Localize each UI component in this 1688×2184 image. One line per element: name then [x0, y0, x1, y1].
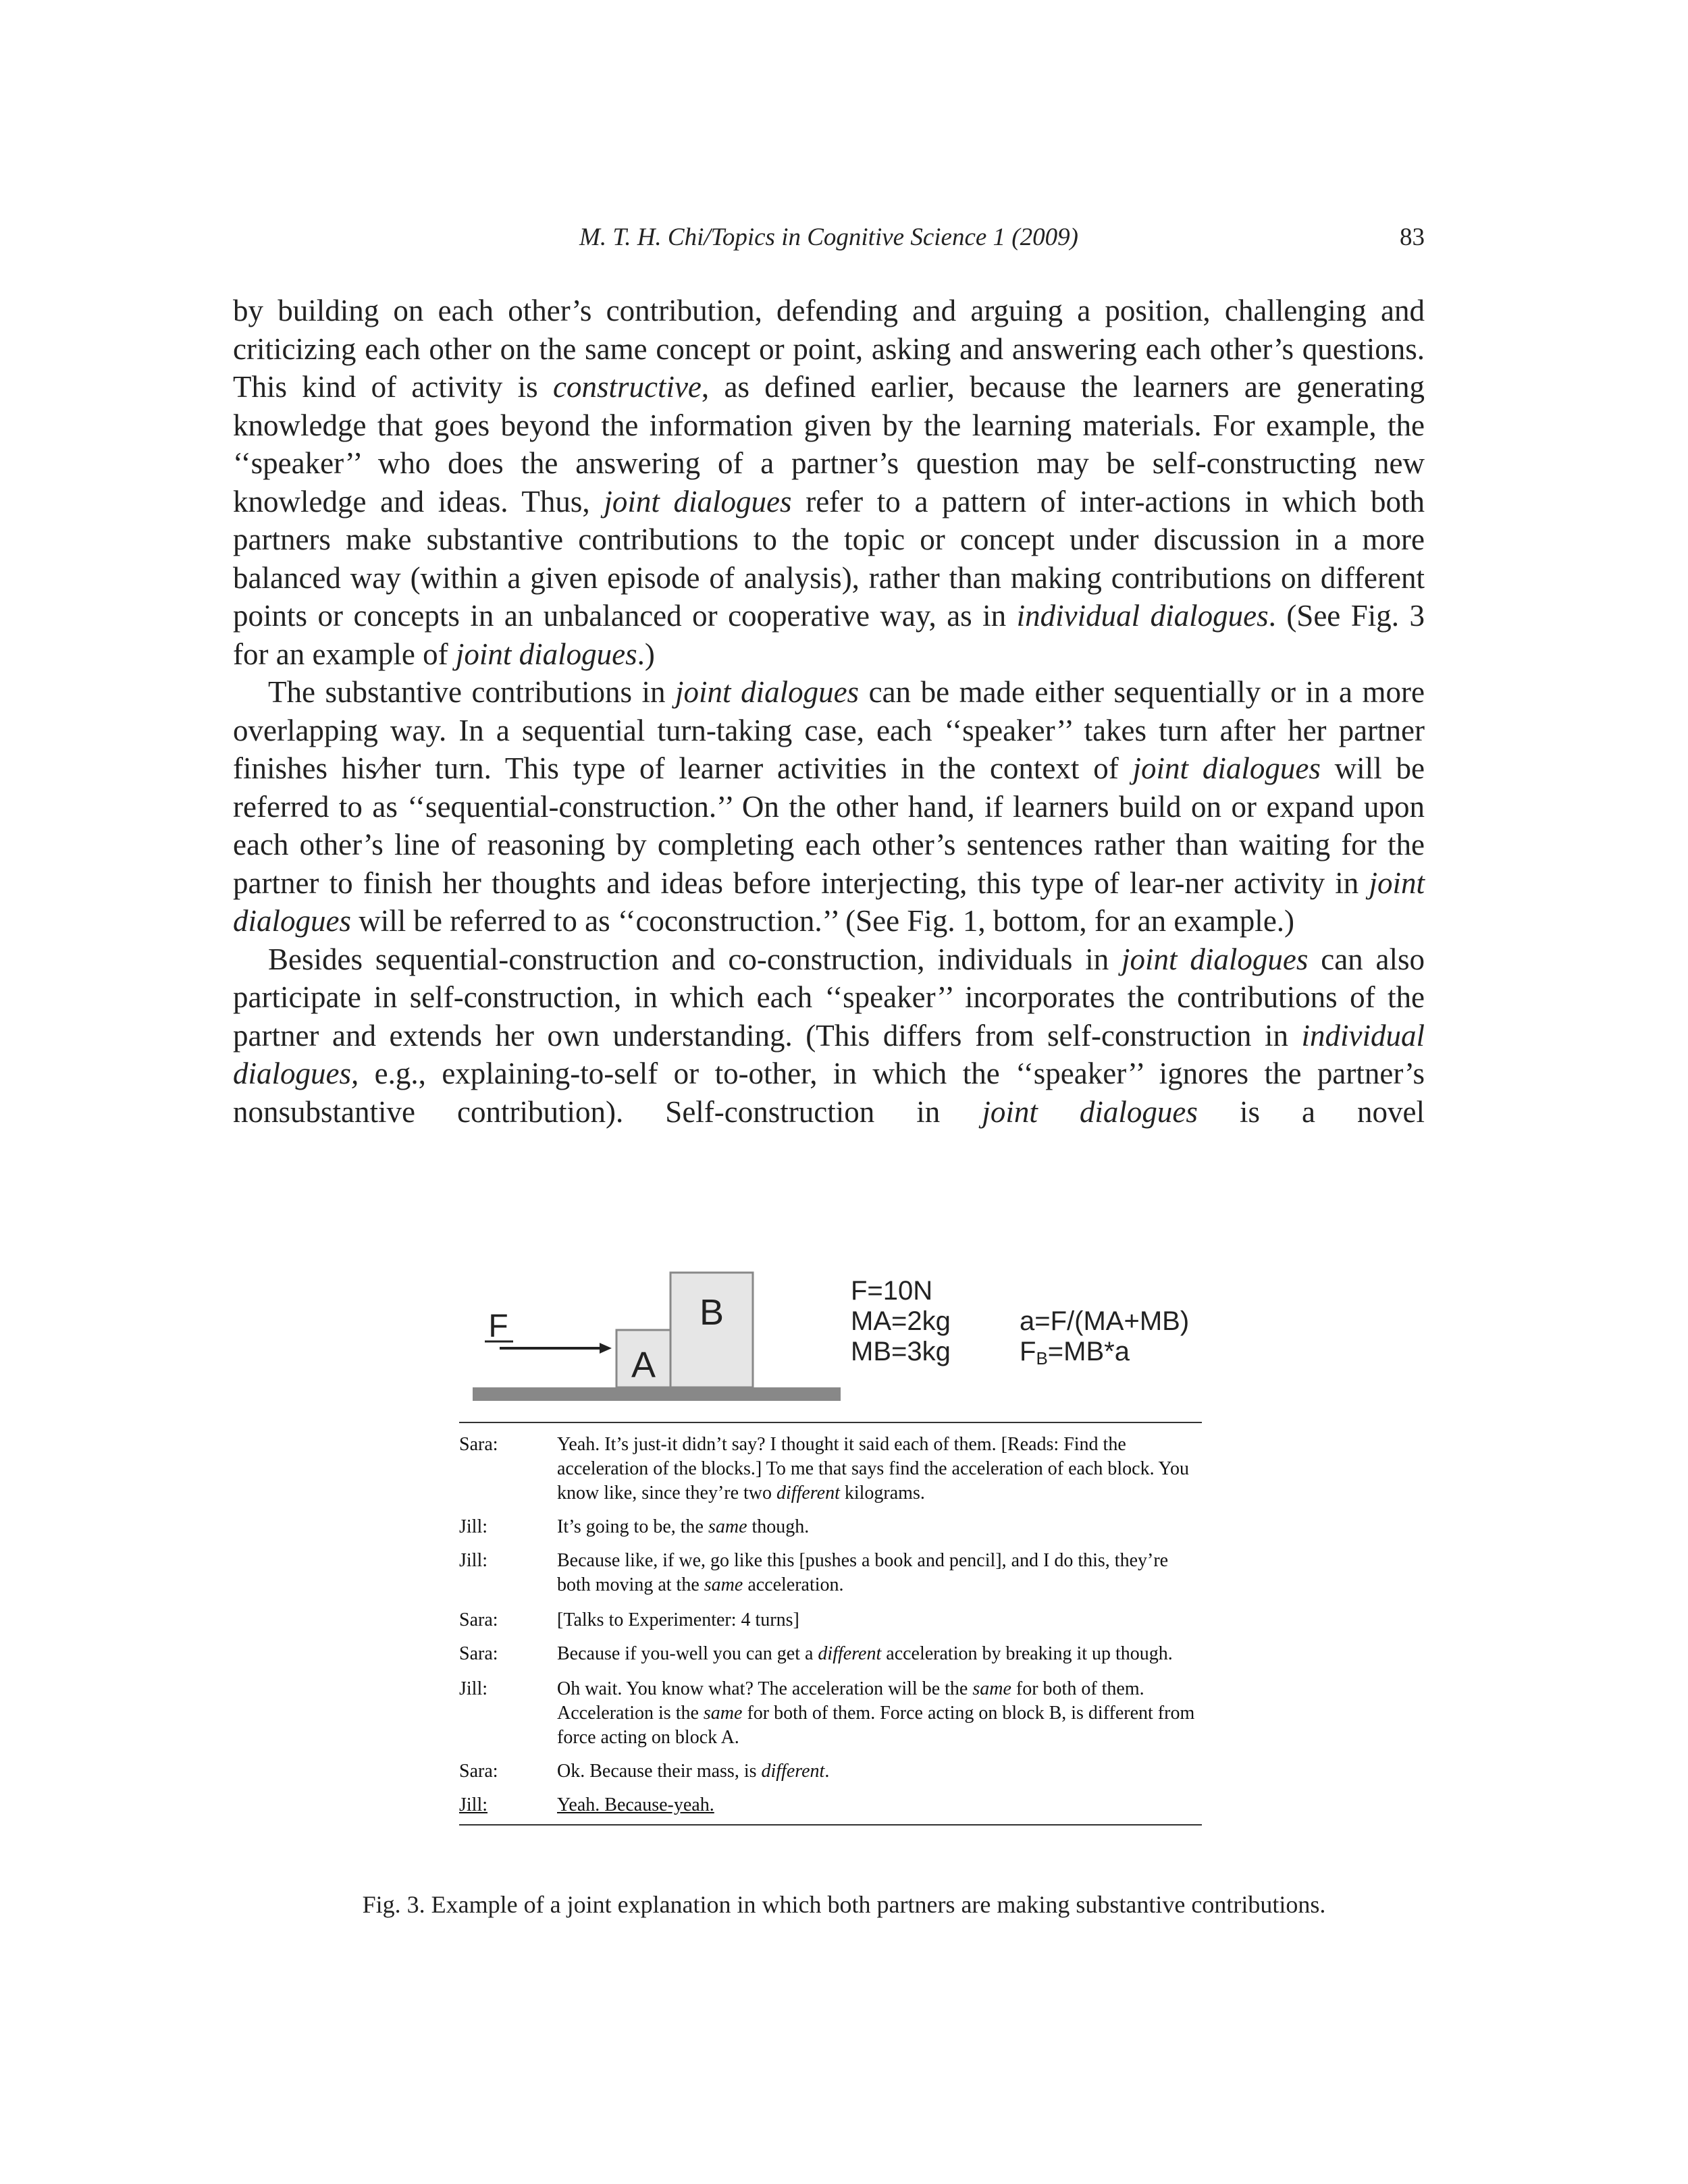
text-run: e.g., explaining-to-self or to-other, in which the ‘‘speaker’’ ignores the partner’s nonsubstantive contribution). Self-construction in [233, 1057, 1425, 1129]
force-label: F [488, 1308, 508, 1344]
text-run: for both of them. Force acting on block B, is different from force acting on block A. [557, 1703, 1195, 1748]
text-run: refer to a pattern of inter-actions in which both partners make substantive contributions to the topic or concept under discussion in a more balanced way (within a given episode of analysis), rather than making contributions on different points or concepts in an unbalanced or cooperative way, as in [233, 484, 1425, 633]
body-text [233, 292, 1425, 1131]
figure-caption: Fig. 3. Example of a joint explanation in which both partners are making substantive contributions. [362, 1891, 1326, 1918]
text-run: It’s going to be, the [557, 1516, 708, 1537]
transcript-turn [459, 1433, 1202, 1506]
emphasis: joint dialogues [1122, 942, 1309, 976]
text-run: Oh wait. You know what? The acceleration will be the [557, 1678, 973, 1699]
speaker-name: Jill: [459, 1550, 488, 1571]
ground-surface [473, 1387, 841, 1401]
emphasis: joint dialogues [604, 484, 792, 518]
speaker-name: Jill: [459, 1678, 488, 1699]
text-run: [Talks to Experimenter: 4 turns] [557, 1609, 799, 1630]
speaker-name: Jill: [459, 1516, 488, 1537]
speaker-name: Sara: [459, 1643, 498, 1664]
emphasis: constructive [552, 370, 702, 404]
transcript-turn [459, 1793, 1202, 1817]
emphasis: individual dialogues [1016, 599, 1269, 633]
transcript-turn [459, 1515, 1202, 1539]
emphasis: joint dialogues [455, 637, 637, 671]
text-run: Yeah. It’s just-it didn’t say? I thought it said each of them. [Reads: Find the acceleration of the blocks.] To me that says find the acceleration of each block. You know like, since they’re two [557, 1434, 1189, 1503]
paragraph-1 [233, 292, 1425, 673]
emphasis: same [704, 1574, 743, 1595]
acceleration-formula: a=F/(MA+MB) [1020, 1306, 1190, 1336]
transcript-turn [459, 1608, 1202, 1632]
block-a-label: A [631, 1345, 656, 1385]
utterance [557, 1759, 1202, 1784]
text-run: though. [747, 1516, 810, 1537]
text-run: .) [637, 637, 655, 671]
paragraph-3 [233, 940, 1425, 1131]
text-run: can also participate in self-construction, in which each ‘‘speaker’’ incorporates the contributions of the partner and extends her own understanding. (This differs from self-construction in [233, 942, 1425, 1053]
emphasis: different [818, 1643, 882, 1664]
speaker-name: Sara: [459, 1761, 498, 1782]
speaker-name: Jill: [459, 1794, 488, 1815]
running-title: M. T. H. Chi/Topics in Cognitive Science 1 (2009) [579, 223, 1078, 251]
text-run: Ok. Because their mass, is [557, 1761, 762, 1782]
emphasis: different [761, 1761, 825, 1782]
emphasis: different [776, 1483, 840, 1503]
utterance [557, 1642, 1202, 1666]
text-run: , as defined earlier, because the learners are generating knowledge that goes beyond the information given by the learning materials. For example, the ‘‘speaker’’ who does the answering of a partner’s question may be self-constructing new knowledge and ideas. Thus, [233, 370, 1425, 518]
utterance [557, 1608, 1202, 1632]
text-run: can be made either sequentially or in a more overlapping way. In a sequential turn-taking case, each ‘‘speaker’’ takes turn after her partner finishes his⁄her turn. This type of learner activities in the context of [233, 675, 1425, 785]
text-run: . (See Fig. 3 for an example of [233, 599, 1425, 671]
transcript-turn [459, 1642, 1202, 1666]
given-force: F=10N [851, 1276, 933, 1306]
text-run: will be referred to as ‘‘sequential-construction.’’ On the other hand, if learners build on or expand upon each other’s line of reasoning by completing each other’s sentences rather than waiting for the partner to finish her thoughts and ideas before interjecting, this type of lear-ner activity in [233, 751, 1425, 900]
emphasis: same [972, 1678, 1011, 1699]
text-run: kilograms. [839, 1483, 925, 1503]
force-b-formula [1020, 1337, 1130, 1368]
given-mass-a: MA=2kg [851, 1306, 951, 1336]
page-number: 83 [1400, 223, 1425, 251]
text-run: is a novel [1197, 1094, 1425, 1129]
given-mass-b: MB=3kg [851, 1337, 951, 1366]
dialogue-transcript [459, 1422, 1202, 1826]
force-b-expression: =MB*a [1047, 1337, 1130, 1366]
block-b-label: B [699, 1292, 724, 1333]
text-run: by building on each other’s contribution, defending and arguing a position, challenging and criticizing each other on the same concept or point, asking and answering each other’s questions. This kind of activity is [233, 294, 1425, 404]
force-b-symbol: F [1020, 1337, 1036, 1366]
speaker-name: Sara: [459, 1609, 498, 1630]
utterance [557, 1793, 1202, 1817]
text-run: Because like, if we, go like this [pushes a book and pencil], and I do this, they’re both moving at the [557, 1550, 1169, 1595]
emphasis: joint dialogues [1132, 751, 1321, 785]
text-run: will be referred to as ‘‘coconstruction.’’ (See Fig. 1, bottom, for an example.) [351, 904, 1295, 938]
transcript-turn [459, 1549, 1202, 1597]
running-head [233, 223, 1425, 255]
utterance [557, 1515, 1202, 1539]
text-run: Besides sequential-construction and co-construction, individuals in [268, 942, 1122, 976]
transcript-turn [459, 1759, 1202, 1784]
paragraph-2 [233, 673, 1425, 940]
utterance [557, 1433, 1202, 1506]
transcript-turn [459, 1677, 1202, 1750]
emphasis: same [703, 1703, 743, 1724]
emphasis: individual dialogues, [233, 1018, 1425, 1090]
text-run: Yeah. Because-yeah. [557, 1794, 714, 1815]
text-run: Because if you-well you can get a [557, 1643, 818, 1664]
text-run: The substantive contributions in [268, 675, 676, 709]
text-run: acceleration by breaking it up though. [881, 1643, 1173, 1664]
force-b-subscript: B [1036, 1348, 1048, 1368]
physics-diagram [459, 1262, 1202, 1418]
emphasis: joint dialogues [233, 865, 1425, 938]
utterance [557, 1677, 1202, 1750]
emphasis: same [708, 1516, 747, 1537]
emphasis: joint dialogues [675, 675, 860, 709]
speaker-name: Sara: [459, 1434, 498, 1455]
force-arrow [500, 1343, 612, 1354]
text-run: . [824, 1761, 830, 1782]
utterance [557, 1549, 1202, 1597]
text-run: acceleration. [743, 1574, 844, 1595]
emphasis: joint dialogues [982, 1094, 1198, 1129]
text-run: for both of them. Acceleration is the [557, 1678, 1144, 1724]
